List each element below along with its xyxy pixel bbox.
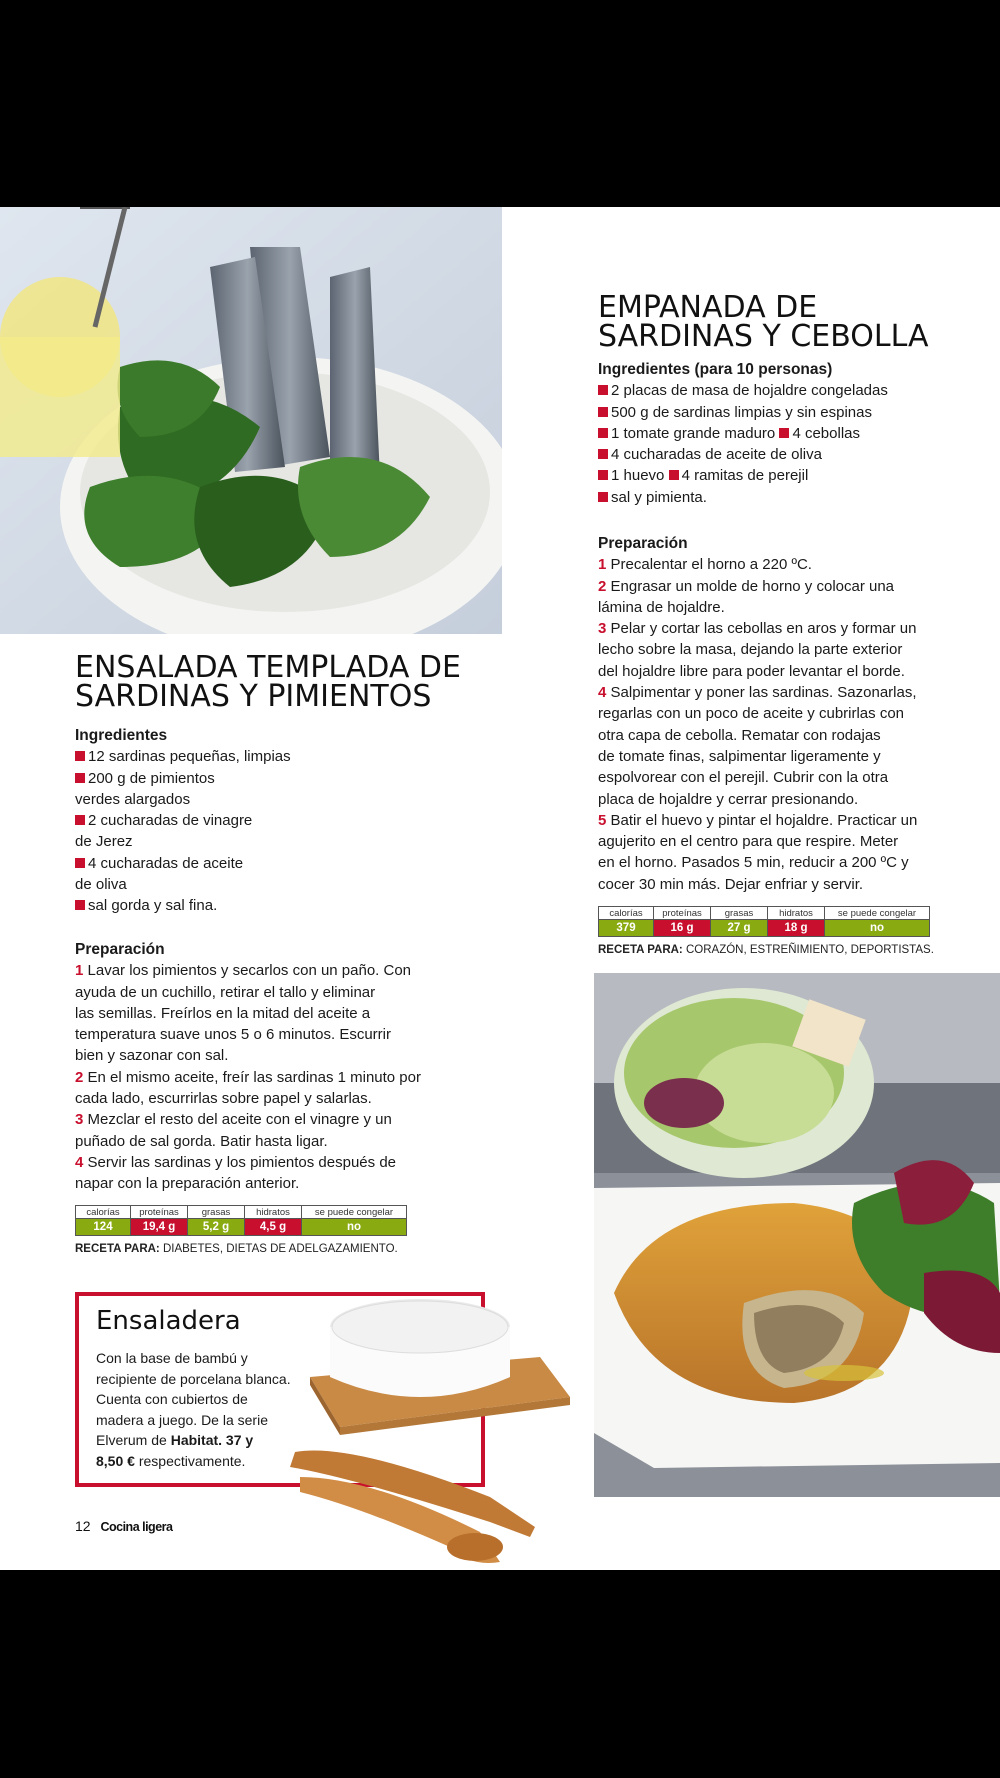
- product-title: Ensaladera: [96, 1306, 241, 1336]
- bullet-square-icon: [75, 773, 85, 783]
- nutrition-labels-row: calorías proteínas grasas hidratos se puede congelar: [599, 907, 930, 920]
- step-line: lecho sobre la masa, dejando la parte exterior: [598, 641, 903, 659]
- recipe2-ingredients: [598, 359, 958, 508]
- ingredient-item: 1 tomate grande maduro 4 cebollas: [598, 423, 958, 444]
- bullet-square-icon: [75, 815, 85, 825]
- step-line: regarlas con un poco de aceite y cubrirlas con: [598, 705, 905, 723]
- step-line: placa de hojaldre y cerrar presionando.: [598, 790, 859, 808]
- step-line: 1 Precalentar el horno a 220 ºC.: [598, 556, 812, 574]
- step-line: las semillas. Freírlos en la mitad del aceite a: [75, 1004, 371, 1022]
- ingredient-item: de Jerez: [75, 833, 133, 851]
- step-line: napar con la preparación anterior.: [75, 1175, 300, 1193]
- recipe1-ingredients: [75, 725, 435, 917]
- ingredient-item: 2 cucharadas de vinagre: [75, 810, 435, 831]
- recipe2-preparation: [598, 533, 988, 895]
- step-line: 4 Salpimentar y poner las sardinas. Sazonarlas,: [598, 684, 917, 702]
- empanada-photo: [594, 973, 1000, 1497]
- recipe1-prep-heading: Preparación: [75, 941, 165, 958]
- recipe1-nutrition-table: [75, 1205, 407, 1236]
- ingredient-item: 200 g de pimientos: [75, 768, 435, 789]
- step-line: 3 Pelar y cortar las cebollas en aros y formar un: [598, 620, 917, 638]
- bullet-square-icon: [598, 470, 608, 480]
- step-line: puñado de sal gorda. Batir hasta ligar.: [75, 1132, 328, 1150]
- step-line: bien y sazonar con sal.: [75, 1047, 229, 1065]
- magazine-name: Cocina ligera: [100, 1520, 173, 1534]
- step-line: 2 En el mismo aceite, freír las sardinas 1 minuto por: [75, 1068, 421, 1086]
- step-line: 1 Lavar los pimientos y secarlos con un paño. Con: [75, 962, 412, 980]
- ingredient-item: sal y pimienta.: [598, 487, 958, 508]
- ingredient-item: verdes alargados: [75, 790, 191, 808]
- ingredient-item: 4 cucharadas de aceite de oliva: [598, 444, 958, 465]
- salad-bowl-product-image: [290, 1277, 575, 1567]
- step-line: temperatura suave unos 5 o 6 minutos. Escurrir: [75, 1026, 391, 1044]
- step-line: del hojaldre libre para poder levantar el borde.: [598, 662, 905, 680]
- magazine-page: [0, 207, 1000, 1570]
- recipe2-title-line2: SARDINAS Y CEBOLLA: [598, 319, 929, 354]
- bullet-square-icon: [75, 858, 85, 868]
- ingredient-item: 4 cucharadas de aceite: [75, 853, 435, 874]
- ingredient-item: 12 sardinas pequeñas, limpias: [75, 746, 435, 767]
- sardine-salad-photo: [0, 207, 502, 634]
- recipe1-preparation: [75, 939, 455, 1195]
- ingredient-item: de oliva: [75, 876, 127, 894]
- step-line: agujerito en el centro para que respire. Meter: [598, 833, 899, 851]
- step-line: de tomate finas, salpimentar ligeramente y: [598, 747, 881, 765]
- nutrition-labels-row: calorías proteínas grasas hidratos se puede congelar: [76, 1206, 407, 1219]
- product-description: Con la base de bambú y recipiente de porcelana blanca. Cuenta con cubiertos de madera a juego. De la serie Elverum de Habitat. 37 y 8,50 € respectivamente.: [96, 1350, 291, 1469]
- ingredient-item: 500 g de sardinas limpias y sin espinas: [598, 402, 958, 423]
- recipe1-steps: [75, 960, 455, 1194]
- nutrition-values-row: 379 16 g 27 g 18 g no: [599, 920, 930, 937]
- step-line: espolvorear con el perejil. Cubrir con la otra: [598, 769, 889, 787]
- bullet-square-icon: [75, 900, 85, 910]
- bullet-square-icon: [598, 449, 608, 459]
- recipe1-title: [75, 650, 461, 714]
- recipe2-steps: [598, 554, 988, 895]
- recipe2-nutrition-table: [598, 906, 930, 937]
- bullet-square-icon: [669, 470, 679, 480]
- step-line: otra capa de cebolla. Rematar con rodajas: [598, 726, 881, 744]
- page-number: 12: [75, 1518, 91, 1534]
- bullet-square-icon: [779, 428, 789, 438]
- step-line: 3 Mezclar el resto del aceite con el vinagre y un: [75, 1111, 392, 1129]
- bullet-square-icon: [598, 492, 608, 502]
- step-line: 5 Batir el huevo y pintar el hojaldre. Practicar un: [598, 811, 918, 829]
- step-line: cocer 30 min más. Dejar enfriar y servir.: [598, 875, 864, 893]
- recipe2-prep-heading: Preparación: [598, 535, 688, 552]
- recipe2-title: [598, 290, 929, 354]
- step-line: cada lado, escurrirlas sobre papel y salarlas.: [75, 1090, 372, 1108]
- recipe2-recommended-for: RECETA PARA: CORAZÓN, ESTREÑIMIENTO, DEPORTISTAS.: [598, 944, 934, 956]
- ingredient-item: sal gorda y sal fina.: [75, 895, 435, 916]
- nutrition-values-row: 124 19,4 g 5,2 g 4,5 g no: [76, 1219, 407, 1236]
- recipe1-ingredient-list: [75, 746, 435, 916]
- step-line: 2 Engrasar un molde de horno y colocar una: [598, 577, 895, 595]
- recipe1-title-line2: SARDINAS Y PIMIENTOS: [75, 679, 432, 714]
- bullet-square-icon: [75, 751, 85, 761]
- recipe1-ingredients-heading: Ingredientes: [75, 727, 168, 744]
- ingredient-item: 2 placas de masa de hojaldre congeladas: [598, 380, 958, 401]
- bullet-square-icon: [598, 385, 608, 395]
- step-line: en el horno. Pasados 5 min, reducir a 200 ºC y: [598, 854, 909, 872]
- bullet-square-icon: [598, 407, 608, 417]
- step-line: lámina de hojaldre.: [598, 598, 725, 616]
- recipe2-ingredients-heading: Ingredientes (para 10 personas): [598, 361, 833, 378]
- bullet-square-icon: [598, 428, 608, 438]
- recipe1-recommended-for: RECETA PARA: DIABETES, DIETAS DE ADELGAZAMIENTO.: [75, 1243, 398, 1255]
- recipe1-title-line1: ENSALADA TEMPLADA DE: [75, 650, 461, 685]
- recipe2-title-line1: EMPANADA DE: [598, 290, 818, 325]
- ingredient-item: 1 huevo 4 ramitas de perejil: [598, 465, 958, 486]
- page-footer: [75, 1518, 172, 1534]
- recipe2-ingredient-list: [598, 380, 958, 508]
- step-line: 4 Servir las sardinas y los pimientos después de: [75, 1153, 396, 1171]
- step-line: ayuda de un cuchillo, retirar el tallo y eliminar: [75, 983, 376, 1001]
